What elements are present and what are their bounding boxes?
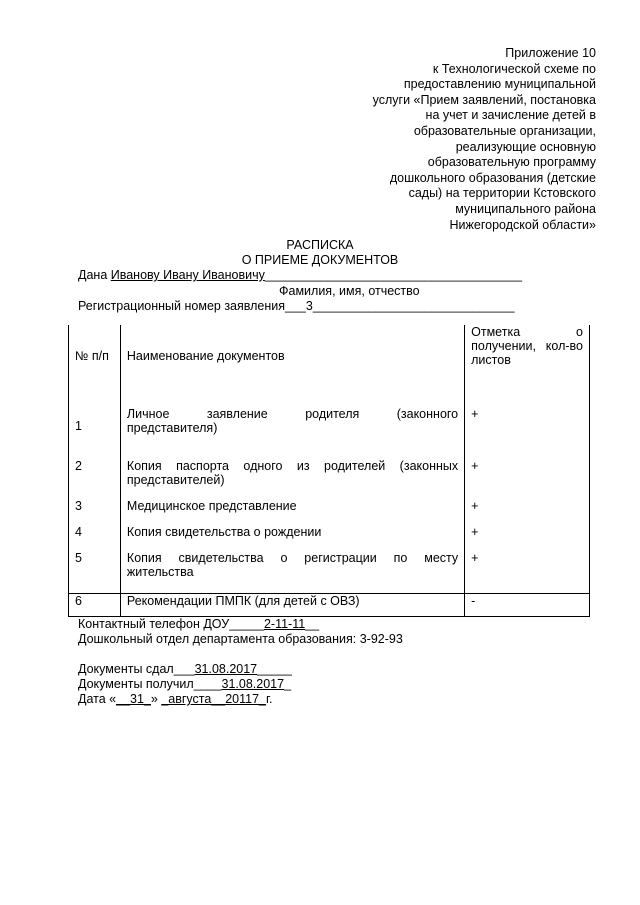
row-num: 1 — [69, 407, 121, 459]
phone-label: Контактный телефон ДОУ — [78, 617, 230, 631]
appendix-line: реализующие основную — [455, 139, 596, 154]
received-line — [78, 677, 291, 691]
documents-table — [68, 325, 590, 617]
registration-post: _____________________________ — [312, 299, 515, 313]
appendix-line: образовательную программу — [427, 155, 596, 170]
header-name: Наименование документов — [120, 325, 464, 407]
document-title: РАСПИСКА — [286, 238, 354, 252]
appendix-line: сады) на территории Кстовского — [408, 186, 596, 201]
received-pre: ____ — [193, 677, 222, 691]
submitted-line — [78, 662, 292, 676]
date-year: 20117_ — [225, 692, 267, 706]
date-label: Дата « — [78, 692, 117, 706]
row-name — [120, 459, 464, 499]
header-mark-line: листов — [471, 353, 511, 367]
row-num: 5 — [69, 551, 121, 594]
row-name-line: Копия свидетельства о регистрации по месту — [126, 551, 459, 565]
row-name-line: жительства — [126, 565, 194, 579]
table-row — [69, 551, 590, 594]
table-row — [69, 525, 590, 551]
row-name — [120, 407, 464, 459]
issued-name: Иванову Ивану Ивановичу — [110, 268, 265, 282]
row-num: 2 — [69, 459, 121, 499]
row-mark: + — [465, 499, 590, 525]
row-name-line: представителей) — [126, 473, 225, 487]
row-name-line: Копия паспорта одного из родителей (законных — [126, 459, 459, 473]
table-row — [69, 499, 590, 525]
submitted-label: Документы сдал — [78, 662, 174, 676]
row-name-line: Личное заявление родителя (законного — [126, 407, 459, 421]
header-mark-line: Отметка о — [471, 325, 583, 339]
row-num: 6 — [69, 594, 121, 617]
header-num: № п/п — [69, 325, 121, 407]
phone-pre: _____ — [229, 617, 264, 631]
appendix-line: на учет и зачисление детей в — [425, 108, 596, 123]
date-mid: » — [150, 692, 162, 706]
issued-to-line — [78, 268, 522, 282]
received-date: 31.08.2017 — [221, 677, 285, 691]
appendix-line: дошкольного образования (детские — [389, 170, 596, 185]
date-line — [78, 692, 273, 706]
row-mark: + — [465, 551, 590, 594]
submitted-pre: ___ — [173, 662, 195, 676]
table-row — [69, 407, 590, 459]
issued-blank: _____________________________________ — [264, 268, 523, 282]
registration-label: Регистрационный номер заявления — [78, 299, 286, 313]
submitted-date: 31.08.2017 — [194, 662, 258, 676]
appendix-line: к Технологической схеме по — [432, 61, 596, 76]
row-num: 4 — [69, 525, 121, 551]
date-month: _августа__ — [161, 692, 226, 706]
appendix-line: образовательные организации, — [413, 123, 596, 138]
registration-number: 3 — [305, 299, 313, 313]
phone-line — [78, 617, 319, 631]
appendix-line: Приложение 10 — [505, 46, 596, 60]
submitted-post: _____ — [257, 662, 292, 676]
issued-prefix: Дана — [78, 268, 111, 282]
appendix-line: услуги «Прием заявлений, постановка — [372, 92, 596, 107]
row-name: Рекомендации ПМПК (для детей с ОВЗ) — [120, 594, 464, 617]
department-line: Дошкольный отдел департамента образования: 3-92-93 — [78, 632, 403, 646]
row-name-line: представителя) — [126, 421, 218, 435]
document-subtitle: О ПРИЕМЕ ДОКУМЕНТОВ — [241, 253, 399, 267]
row-name: Копия свидетельства о рождении — [120, 525, 464, 551]
row-mark: + — [465, 407, 590, 459]
table-header-row — [69, 325, 590, 407]
row-name: Медицинское представление — [120, 499, 464, 525]
received-label: Документы получил — [78, 677, 194, 691]
table-row — [69, 594, 590, 617]
registration-pre: ___ — [285, 299, 306, 313]
appendix-block — [336, 46, 596, 233]
registration-line — [78, 299, 514, 313]
received-post: _ — [284, 677, 292, 691]
row-mark: + — [465, 525, 590, 551]
date-day: __31_ — [116, 692, 151, 706]
row-mark: - — [465, 594, 590, 617]
appendix-line: Нижегородской области» — [449, 217, 596, 232]
row-num: 3 — [69, 499, 121, 525]
phone-value: 2-11-11 — [263, 617, 306, 631]
row-name — [120, 551, 464, 594]
table-row — [69, 459, 590, 499]
appendix-line: предоставлению муниципальной — [403, 77, 596, 92]
header-mark — [465, 325, 590, 407]
name-caption: Фамилия, имя, отчество — [279, 284, 420, 298]
row-mark: + — [465, 459, 590, 499]
date-suffix: г. — [266, 692, 273, 706]
appendix-line: муниципального района — [455, 201, 596, 216]
header-mark-line: получении, кол-во — [471, 339, 583, 353]
phone-post: __ — [305, 617, 320, 631]
